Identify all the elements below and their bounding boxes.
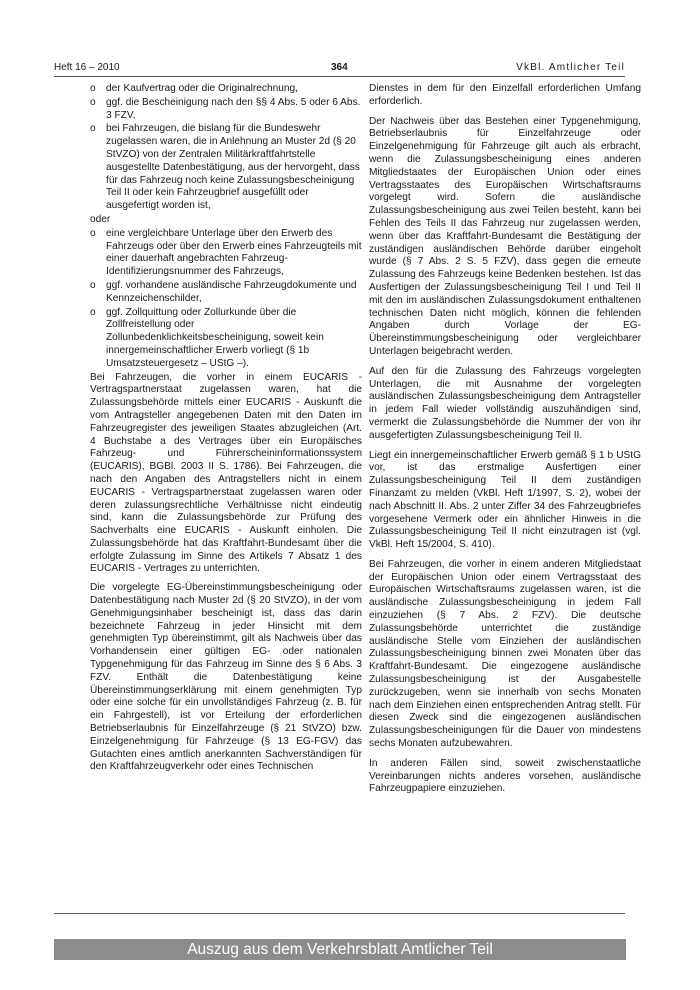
list-item: o bei Fahrzeugen, die bislang für die Bundeswehr zugelassen waren, die in Anlehnung an Muster 2d (§ 20 StVZO) von der Zentralen Militärkraftfahrtstelle ausgestellte Datenbestätigung, aus der hervorgeht, dass für das Fahrzeug noch keine Zulassungsbescheinigung Teil II oder kein Fahrzeugbrief ausgefüllt oder ausgefertigt worden ist,: [90, 123, 360, 212]
page-header: [54, 60, 625, 76]
or-separator: oder: [90, 213, 111, 225]
paragraph-other-cases: In anderen Fällen sind, soweit zwischenstaatliche Vereinbarungen nichts anderes vorsehen, ausländische Fahrzeugpapiere einzuziehen.: [369, 757, 641, 795]
paragraph-conformity: Die vorgelegte EG-Übereinstimmungsbescheinigung oder Datenbestätigung nach Muster 2d (§ 20 StVZO), in der vom Genehmigungsinhaber bescheinigt ist, dass das darin bezeichnete Fahrzeug in jeder Hinsicht mit dem genehmigten Typ übereinstimmt, gilt als Nachweis über das Vorhandensein einer gültigen EG- oder nationalen Typgenehmigung für das Fahrzeug im Sinne des § 6 Abs. 3 FZV. Enthält die Datenbestätigung keine Übereinstimmungserklärung mit einem genehmigten Typ oder eine solche für ein unvollständiges Fahrzeug (z. B. für ein Fahrgestell), ist vor Erteilung der erforderlichen Betriebserlaubnis für Einzelfahrzeuge (§ 21 StVZO) bzw. Einzelgenehmigung für Fahrzeuge (§ 13 EG-FGV) das Gutachten eines amtlich anerkannten Sachverständigen für den Kraftfahrzeugverkehr oder eines Technischen: [90, 582, 362, 773]
list-item: o der Kaufvertrag oder die Originalrechnung,: [90, 83, 298, 94]
paragraph-tax: Liegt ein innergemeinschaftlicher Erwerb gemäß § 1 b UStG vor, ist das erstmalige Ausfertigen einer Zulassungsbescheinigung Teil II dem zuständigen Finanzamt zu melden (VkBl. Heft 1/1997, S. 2), wobei der nach Abschnitt II. Abs. 2 unter Ziffer 34 des Fahrzeugbriefes vorgesehene Vermerk oder ein ähnlicher Hinweis in die Zulassungsbescheinigung Teil II nicht einzutragen ist (vgl. VkBl. Heft 15/2004, S. 410).: [369, 449, 641, 551]
paragraph-documents: Auf den für die Zulassung des Fahrzeugs vorgelegten Unterlagen, die mit Ausnahme der vorgelegten ausländischen Zulassungsbescheinigung dem Antragsteller in jedem Fall wieder vollständig auszuhändigen sind, vermerkt die Zulassungsbehörde die Nummer der von ihr ausgefertigten Zulassungsbescheinigung Teil II.: [369, 365, 641, 441]
page-number: 364: [331, 62, 348, 73]
paragraph-eucaris: Bei Fahrzeugen, die vorher in einem EUCARIS - Vertragspartnerstaat zugelassen waren, hat die Zulassungsbehörde mittels einer EUCARIS - Auskunft die vom Antragsteller angegebenen Daten mit den Daten im Fahrzeugregister des jeweiligen Staates abzugleichen (Art. 4 Buchstabe a des Vertrages über ein Europäisches Fahrzeug- und Führerscheininformationssystem (EUCARIS), BGBl. 2003 II S. 1786). Bei Fahrzeugen, die nach den Angaben des Antragstellers nicht in einem EUCARIS - Vertragspartnerstaat zugelassen waren oder deren zulassungsrechtliche Verhältnisse nicht eindeutig sind, kann die Zulassungsbehörde zur Prüfung des Sachverhalts eine EUCARIS - Auskunft einholen. Die Zulassungsbehörde hat das Kraftfahrt-Bundesamt über die erfolgte Zulassung im Sinne des Artikels 7 Absatz 1 des EUCARIS - Vertrages zu unterrichten.: [90, 371, 362, 575]
footer-banner: Auszug aus dem Verkehrsblatt Amtlicher Teil: [54, 939, 626, 960]
publication-title: VkBl. Amtlicher Teil: [516, 62, 625, 73]
list-item: o ggf. vorhandene ausländische Fahrzeugdokumente und Kennzeichenschilder,: [90, 279, 357, 304]
paragraph-type-approval: Der Nachweis über das Bestehen einer Typgenehmigung, Betriebserlaubnis für Einzelfahrzeuge oder Einzelgenehmigung für Fahrzeuge gilt auch als erbracht, wenn die Zulassungsbescheinigung eines anderen Mitgliedstaates der Europäischen Union oder eines Vertragsstaates des Europäischen Wirtschaftsraums vorgelegt wird. Sofern die ausländische Zulassungsbescheinigung aus zwei Teilen besteht, kann bei Fehlen des Teils II das Fahrzeug nur zugelassen werden, wenn über das Kraftfahrt-Bundesamt die Bestätigung der zuständigen ausländischen Behörde darüber eingeholt wurde (§ 7 Abs. 2 S. 5 FZV), dass gegen die erneute Zulassung des Fahrzeugs keine Bedenken bestehen. Ist das Ausfertigen der Zulassungsbescheinigung Teil I und Teil II mit den im ausländischen Zulassungsdokument enthaltenen technischen Daten nicht möglich, können die fehlenden Angaben durch Vorlage der EG-Übereinstimmungsbescheinigung oder vergleichbarer Unterlagen beigebracht werden.: [369, 115, 641, 357]
list-item: o ggf. die Bescheinigung nach den §§ 4 Abs. 5 oder 6 Abs. 3 FZV,: [90, 96, 361, 121]
header-divider: [54, 76, 625, 77]
document-list-1: [90, 83, 362, 213]
paragraph-continued: Dienstes in dem für den Einzelfall erforderlichen Umfang erforderlich.: [369, 83, 641, 107]
paragraph-foreign-registration: Bei Fahrzeugen, die vorher in einem anderen Mitgliedstaat der Europäischen Union oder einem Vertragsstaat des Europäischen Wirtschaftsraums zugelassen waren, ist die ausländische Zulassungsbescheinigung in jedem Fall einzuziehen (§ 7 Abs. 2 FZV). Die deutsche Zulassungsbehörde unterrichtet die zuständige ausländische Stelle vom Einziehen der ausländischen Zulassungsbescheinigung binnen zwei Monaten über das Kraftfahrt-Bundesamt. Die eingezogene ausländische Zulassungsbescheinigung ist der Ausgabestelle zurückzugeben, wenn sie innerhalb von sechs Monaten nach dem Einziehen einen entsprechenden Antrag stellt. Für diesen Zweck sind die eingezogenen ausländischen Zulassungsbescheinigungen für die Dauer von mindestens sechs Monaten aufzubewahren.: [369, 558, 641, 750]
left-column: [90, 83, 362, 781]
issue-label: Heft 16 – 2010: [54, 62, 120, 73]
right-column: [369, 83, 641, 803]
footer-divider: [54, 913, 625, 914]
document-list-2: [90, 228, 362, 371]
list-item: o ggf. Zollquittung oder Zollurkunde über die Zollfreistellung oder Zollunbedenklichkeitsbescheinigung, soweit kein innergemeinschaftlicher Erwerb vorliegt (§ 1b Umsatzsteuergesetz – UStG –).: [90, 306, 324, 369]
list-item: o eine vergleichbare Unterlage über den Erwerb des Fahrzeugs oder über den Erwerb eines Fahrzeugteils mit einer dauerhaft angebrachten Fahrzeug-Identifizierungsnummer des Fahrzeugs,: [90, 227, 362, 278]
